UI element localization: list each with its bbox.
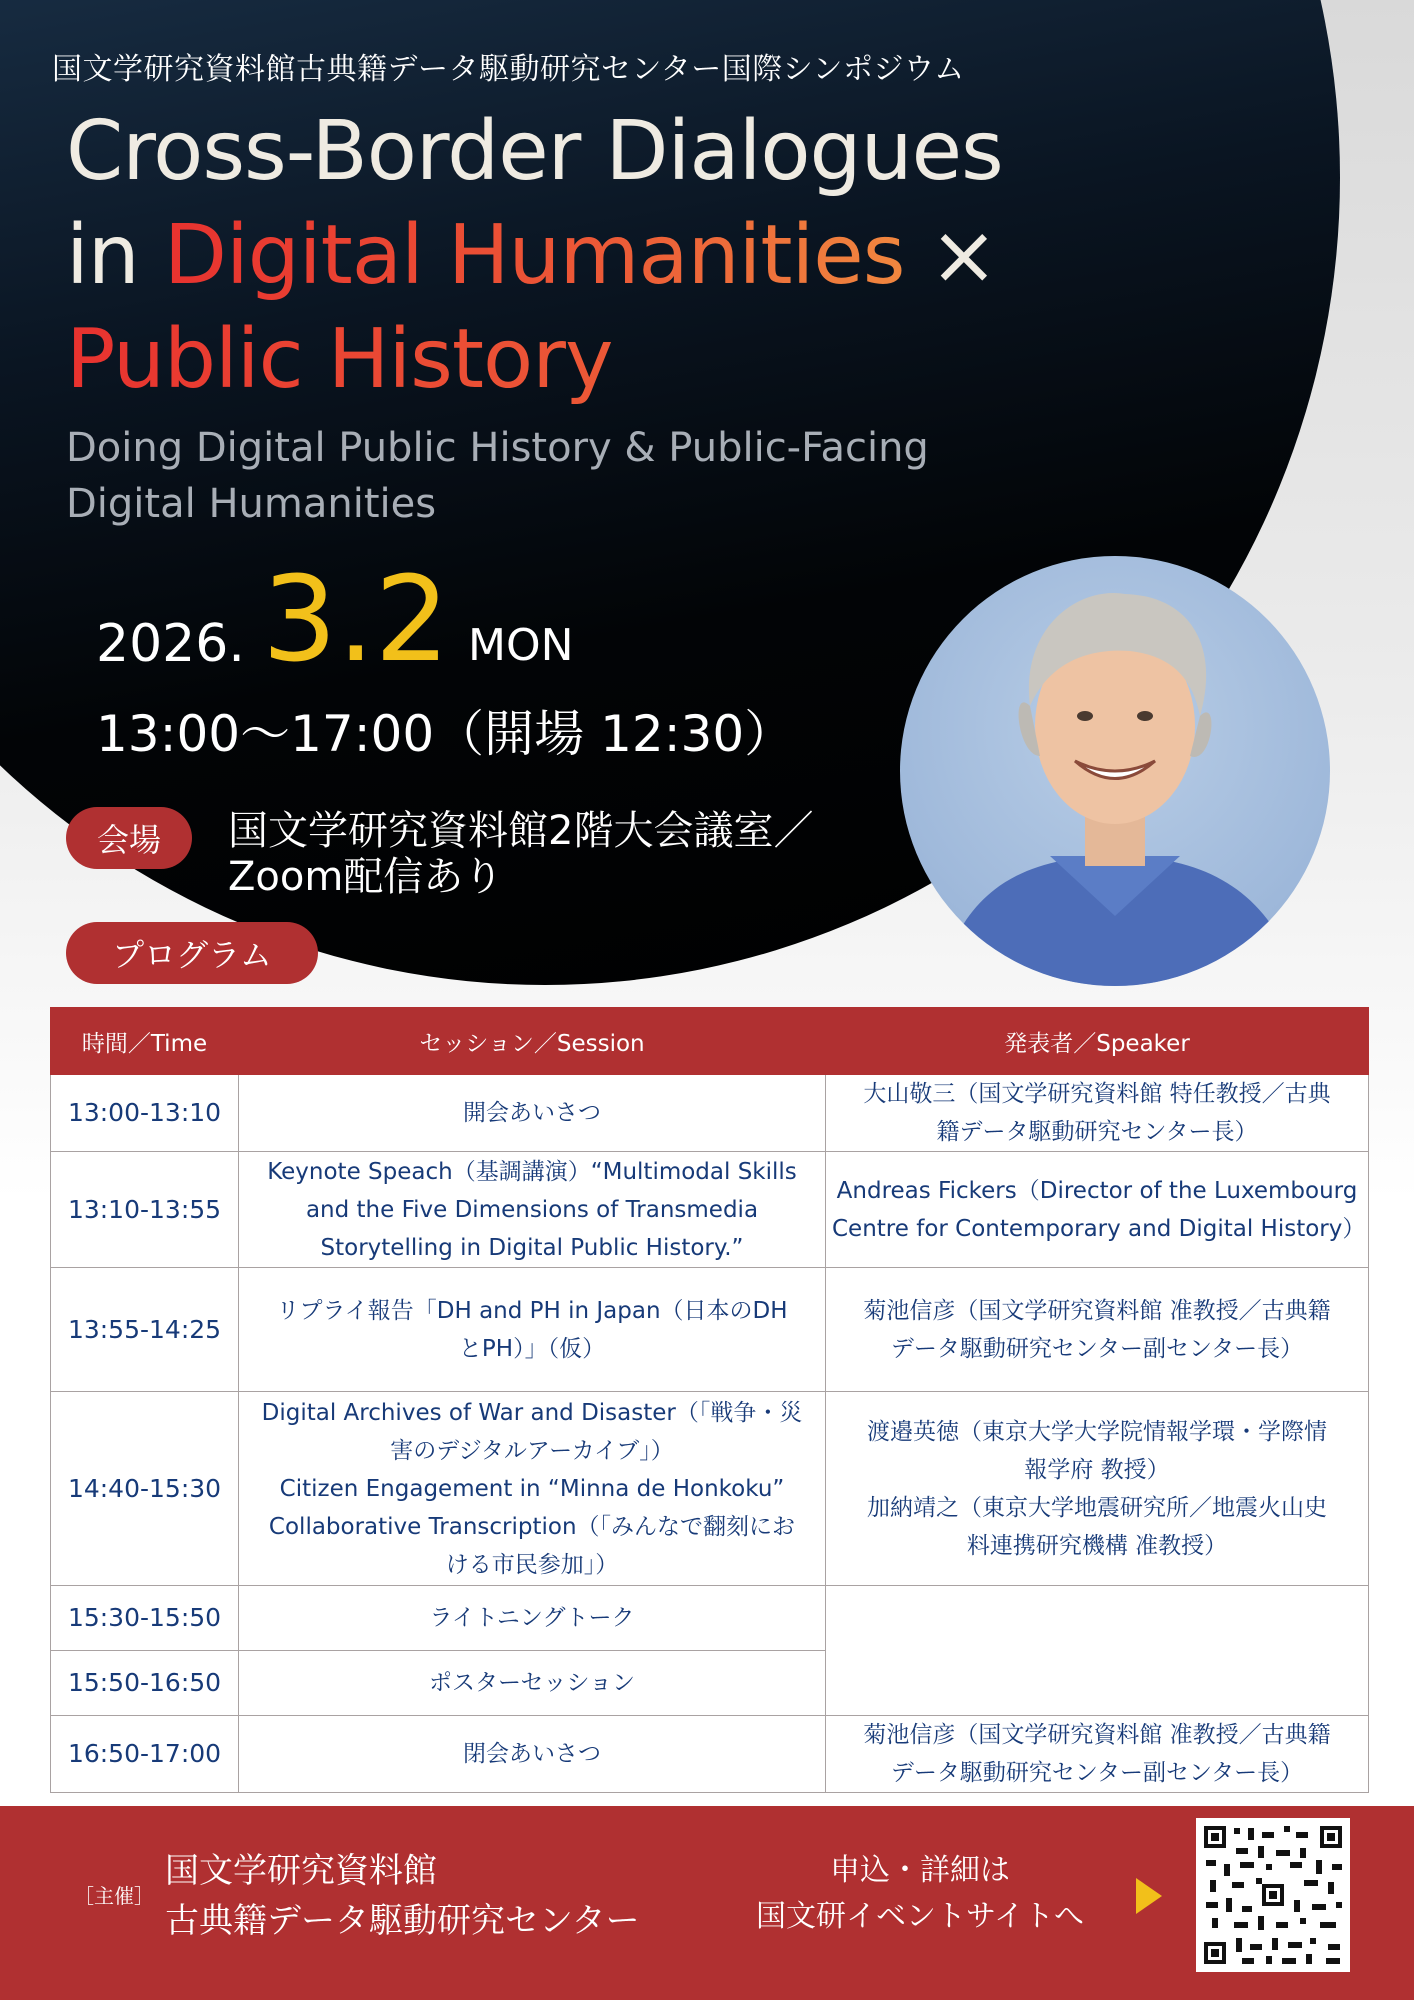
speaker-line: 渡邉英徳（東京大学大学院情報学環・学際情 [867,1418,1327,1445]
venue-label: 会場 [66,807,192,869]
session-line: and the Five Dimensions of Transmedia [305,1196,759,1223]
host-org-line-2: 古典籍データ駆動研究センター [165,1901,640,1941]
cell-session [239,1651,826,1716]
title-public-history: Public History [66,308,1003,412]
venue-text [228,808,813,900]
table-row [51,1152,1369,1268]
table-row [51,1716,1369,1793]
cell-session [239,1268,826,1392]
cell-speaker [826,1716,1369,1793]
venue-line-2: Zoom配信あり [228,854,504,900]
column-header-time: 時間／Time [51,1008,239,1075]
host-organization [165,1846,640,1946]
apply-line-1: 申込・詳細は [830,1853,1010,1888]
cell-time: 16:50-17:00 [51,1716,239,1793]
speaker-line: Andreas Fickers（Director of the Luxembourg [836,1177,1358,1204]
table-row [51,1586,1369,1651]
venue-line-1: 国文学研究資料館2階大会議室／ [228,808,814,854]
column-header-speaker: 発表者／Speaker [826,1008,1369,1075]
speaker-line: 料連携研究機構 准教授） [966,1532,1228,1559]
title-in: in [66,208,164,303]
program-label: プログラム [66,922,318,984]
column-header-session: セッション／Session [239,1008,826,1075]
table-row [51,1392,1369,1586]
title-line-2 [66,204,1003,308]
date-month-day: 3.2 [262,550,450,688]
host-label: ［主催］ [74,1884,154,1908]
table-row [51,1075,1369,1152]
cell-time: 15:30-15:50 [51,1586,239,1651]
speaker-line: データ駆動研究センター副センター長） [890,1335,1304,1362]
cell-speaker-empty [826,1586,1369,1716]
speaker-line: データ駆動研究センター副センター長） [890,1760,1304,1786]
speaker-line: 大山敬三（国文学研究資料館 特任教授／古典 [863,1081,1331,1107]
speaker-photo [900,556,1330,986]
cell-session [239,1392,826,1586]
qr-code[interactable] [1196,1818,1350,1972]
cell-time: 13:10-13:55 [51,1152,239,1268]
session-line: ライトニングトーク [429,1605,635,1631]
title-digital-humanities: Digital Humanities [163,208,905,303]
cell-speaker [826,1152,1369,1268]
session-line: ポスターセッション [428,1670,636,1696]
title-times: × [904,208,998,303]
session-line: リプライ報告「DH and PH in Japan（日本のDH [276,1297,788,1324]
cell-speaker [826,1392,1369,1586]
session-line: Digital Archives of War and Disaster（「戦争・災 [261,1399,803,1426]
speaker-line: 報学府 教授） [1024,1456,1170,1483]
apply-link[interactable] [740,1848,1100,1940]
speaker-line: 菊池信彦（国文学研究資料館 准教授／古典籍 [863,1722,1331,1748]
host-org-line-1: 国文学研究資料館 [165,1851,437,1891]
symposium-subtitle: 国文学研究資料館古典籍データ駆動研究センター国際シンポジウム [52,52,965,87]
session-line: 害のデジタルアーカイブ」） [390,1437,674,1464]
program-table [50,1007,1369,1793]
session-line: Collaborative Transcription（「みんなで翻刻にお [268,1513,796,1540]
session-line: 閉会あいさつ [463,1741,601,1767]
title-line-1: Cross-Border Dialogues [66,104,1003,199]
cell-session [239,1716,826,1793]
cell-time: 13:55-14:25 [51,1268,239,1392]
tagline-line-2: Digital Humanities [66,481,437,527]
date-year: 2026. [96,614,245,674]
speaker-portrait-illustration [900,556,1330,986]
cell-time: 14:40-15:30 [51,1392,239,1586]
speaker-line: 加納靖之（東京大学地震研究所／地震火山史 [867,1494,1327,1521]
session-line: とPH）」（仮） [458,1335,606,1362]
speaker-line: 菊池信彦（国文学研究資料館 准教授／古典籍 [863,1297,1331,1324]
tagline [66,420,929,532]
speaker-line: 籍データ駆動研究センター長） [936,1119,1258,1145]
table-header-row [51,1008,1369,1075]
cell-session [239,1586,826,1651]
footer [0,1806,1414,2000]
session-line: Citizen Engagement in “Minna de Honkoku” [279,1475,785,1502]
cell-speaker [826,1268,1369,1392]
cell-session [239,1152,826,1268]
tagline-line-1: Doing Digital Public History & Public-Facing [66,425,929,471]
session-line: Storytelling in Digital Public History.” [320,1234,744,1261]
speaker-line: Centre for Contemporary and Digital History） [832,1215,1366,1242]
cell-session [239,1075,826,1152]
cell-speaker [826,1075,1369,1152]
session-line: Keynote Speach（基調講演）“Multimodal Skills [267,1158,797,1185]
apply-line-2: 国文研イベントサイトへ [756,1899,1084,1934]
session-line: ける市民参加」） [445,1551,619,1578]
cell-time: 15:50-16:50 [51,1651,239,1716]
date-weekday: MON [468,620,574,671]
table-row [51,1268,1369,1392]
play-arrow-icon [1136,1878,1162,1914]
event-time: 13:00～17:00（開場 12:30） [96,705,795,763]
session-line: 開会あいさつ [463,1100,601,1126]
qr-code-graphic [1196,1818,1350,1972]
cell-time: 13:00-13:10 [51,1075,239,1152]
event-title [66,100,1003,412]
